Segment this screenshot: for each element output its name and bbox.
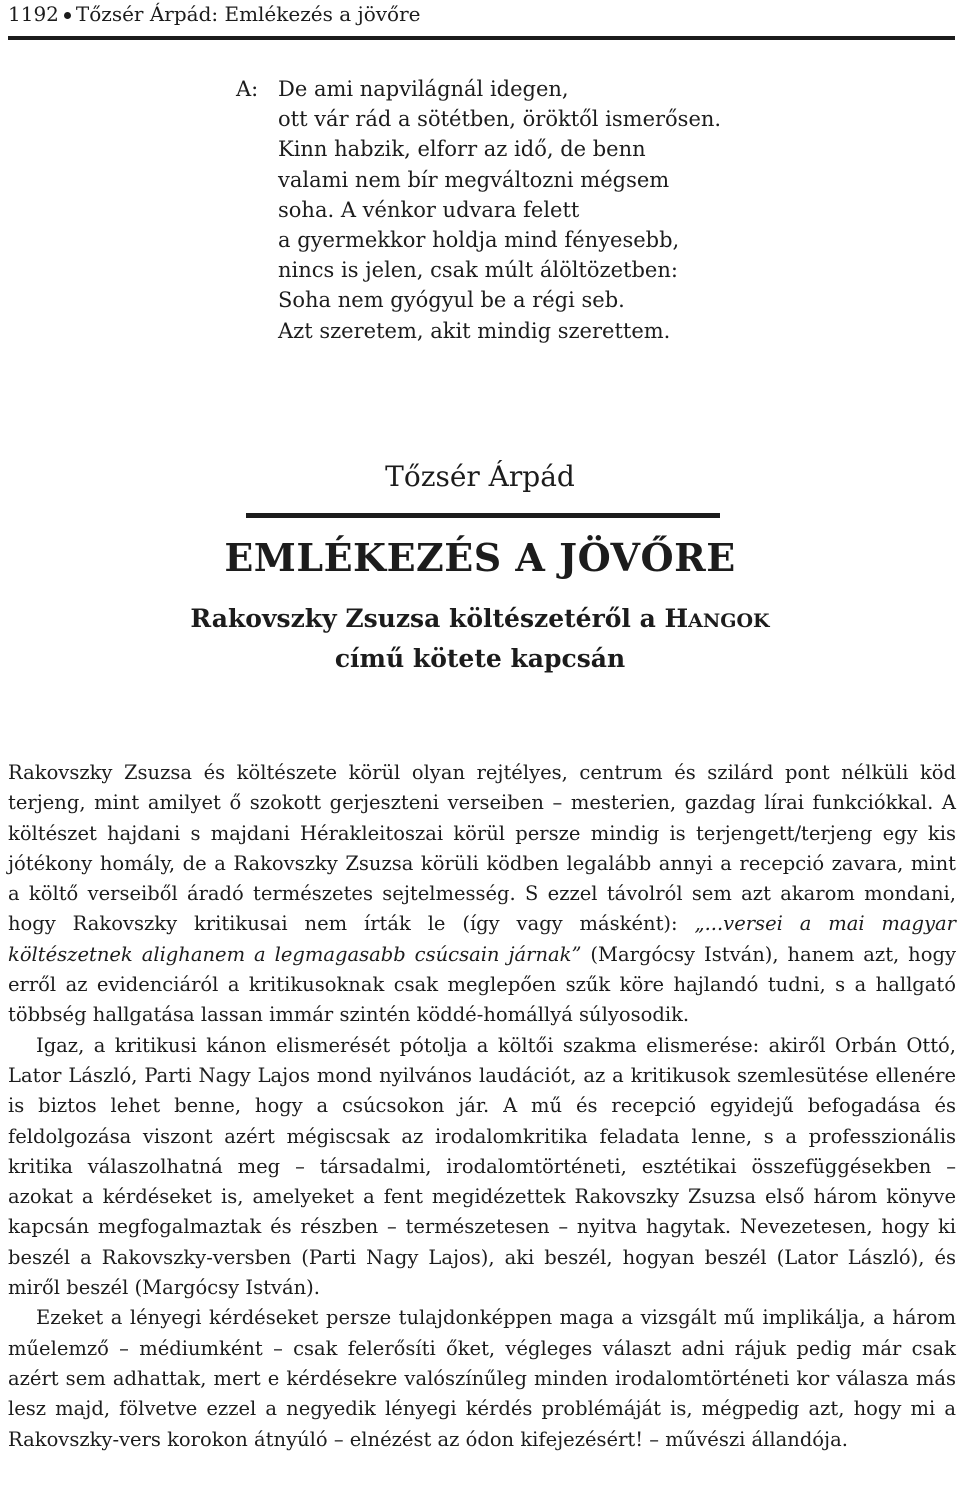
poem-speaker: A: [236,77,259,101]
subtitle-text: Rakovszky Zsuzsa költészetéről a [190,604,665,633]
poem-line: Kinn habzik, elforr az idő, de benn [278,137,646,162]
poem-lines [278,74,918,346]
poem-line: Soha nem gyógyul be a régi seb. [278,288,625,313]
poem-line: valami nem bír megváltozni mégsem [278,167,670,192]
paragraph-1 [8,758,956,1031]
article-subtitle [0,600,960,678]
paragraph-1-quote: „...versei a mai magyar költészetnek alighanem a legmagasabb csúcsain járnak” [8,912,956,966]
poem-line: a gyermekkor holdja mind fényesebb, [278,228,680,253]
poem-line: Azt szeretem, akit mindig szerettem. [278,318,671,343]
poem-line: nincs is jelen, csak múlt álöltözetben: [278,258,678,283]
poem-line: soha. A vénkor udvara felett [278,197,580,222]
paragraph-1-text-end: (Margócsy István), hanem azt, hogy erről az evidenciáról a kritikusoknak csak meglepően szűk köre hajlandó tudni, s a hallgató többség hallgatása lassan immár szintén köddé-homállyá súlyosodik. [8,942,956,1027]
subtitle-book-smallcaps: ANGOK [688,610,770,632]
poem-line: ott vár rád a sötétben, öröktől ismerősen. [278,107,722,132]
header-rule [8,36,955,40]
poem-line: De ami napvilágnál idegen, [278,77,569,101]
running-title: Tőzsér Árpád: Emlékezés a jövőre [75,2,421,26]
running-head [8,0,420,28]
article-author: Tőzsér Árpád [385,460,575,493]
subtitle-book-initial: H [664,604,689,633]
subtitle-line-2: című kötete kapcsán [334,644,626,673]
paragraph-2: Igaz, a kritikusi kánon elismerését pótolja a költői szakma elismerése: akiről Orbán Ottó, Lator László, Parti Nagy Lajos mond nyilvános laudációt, az a kritikusok szemlesütése ellenére is biztos lehet benne, hogy a csúcsokon jár. A mű és recepció egyidejű befogadása és feldolgozása viszont azért mégiscsak az irodalomkritika feladata lenne, s a professzionális kritika válaszolhatná meg – társadalmi, irodalomtörténeti, esztétikai összefüggésekben – azokat a kérdéseket is, amelyeket a fent megidézettek Rakovszky Zsuzsa első három könyve kapcsán megfogalmaztak és részben – természetesen – nyitva hagytak. Nevezetesen, hogy ki beszél a Rakovszky-versben (Parti Nagy Lajos), aki beszél, hogyan beszél (Lator László), és miről beszél (Margócsy István). [8,1033,956,1300]
title-rule [246,513,720,518]
paragraph-1-text: Rakovszky Zsuzsa és költészete körül olyan rejtélyes, centrum és szilárd pont nélküli köd terjeng, mint amilyet ő szokott gerjeszteni verseiben – mesterien, gazdag lírai funkciókkal. A költészet hajdani s majdani Hérakleitoszai körül persze mindig is terjengett/terjeng egy kis jótékony homály, de a Rakovszky Zsuzsa körüli ködben legalább annyi a recepció zavara, mint a költő verseiből áradó természetes sejtelmesség. S ezzel távolról sem azt akarom mondani, hogy Rakovszky kritikusai nem írták le (így vagy másként): [8,761,956,936]
article-title: EMLÉKEZÉS A JÖVŐRE [224,535,736,580]
article-body [8,758,956,1455]
page-number: 1192 [8,2,59,26]
bullet-icon [64,12,71,19]
paragraph-3: Ezeket a lényegi kérdéseket persze tulajdonképpen maga a vizsgált mű implikálja, a három műelemző – médiumként – csak felerősíti őket, végleges választ adni rájuk pedig már csak azért sem adhattak, mert e kérdésekre valószínűleg minden irodalomtörténeti kor válasza más lesz majd, fölvetve ezzel a negyedik lényegi kérdés problémáját is, mégpedig azt, hogy mi a Rakovszky-vers korokon átnyúló – elnézést az ódon kifejezésért! – művészi állandója. [8,1306,956,1451]
